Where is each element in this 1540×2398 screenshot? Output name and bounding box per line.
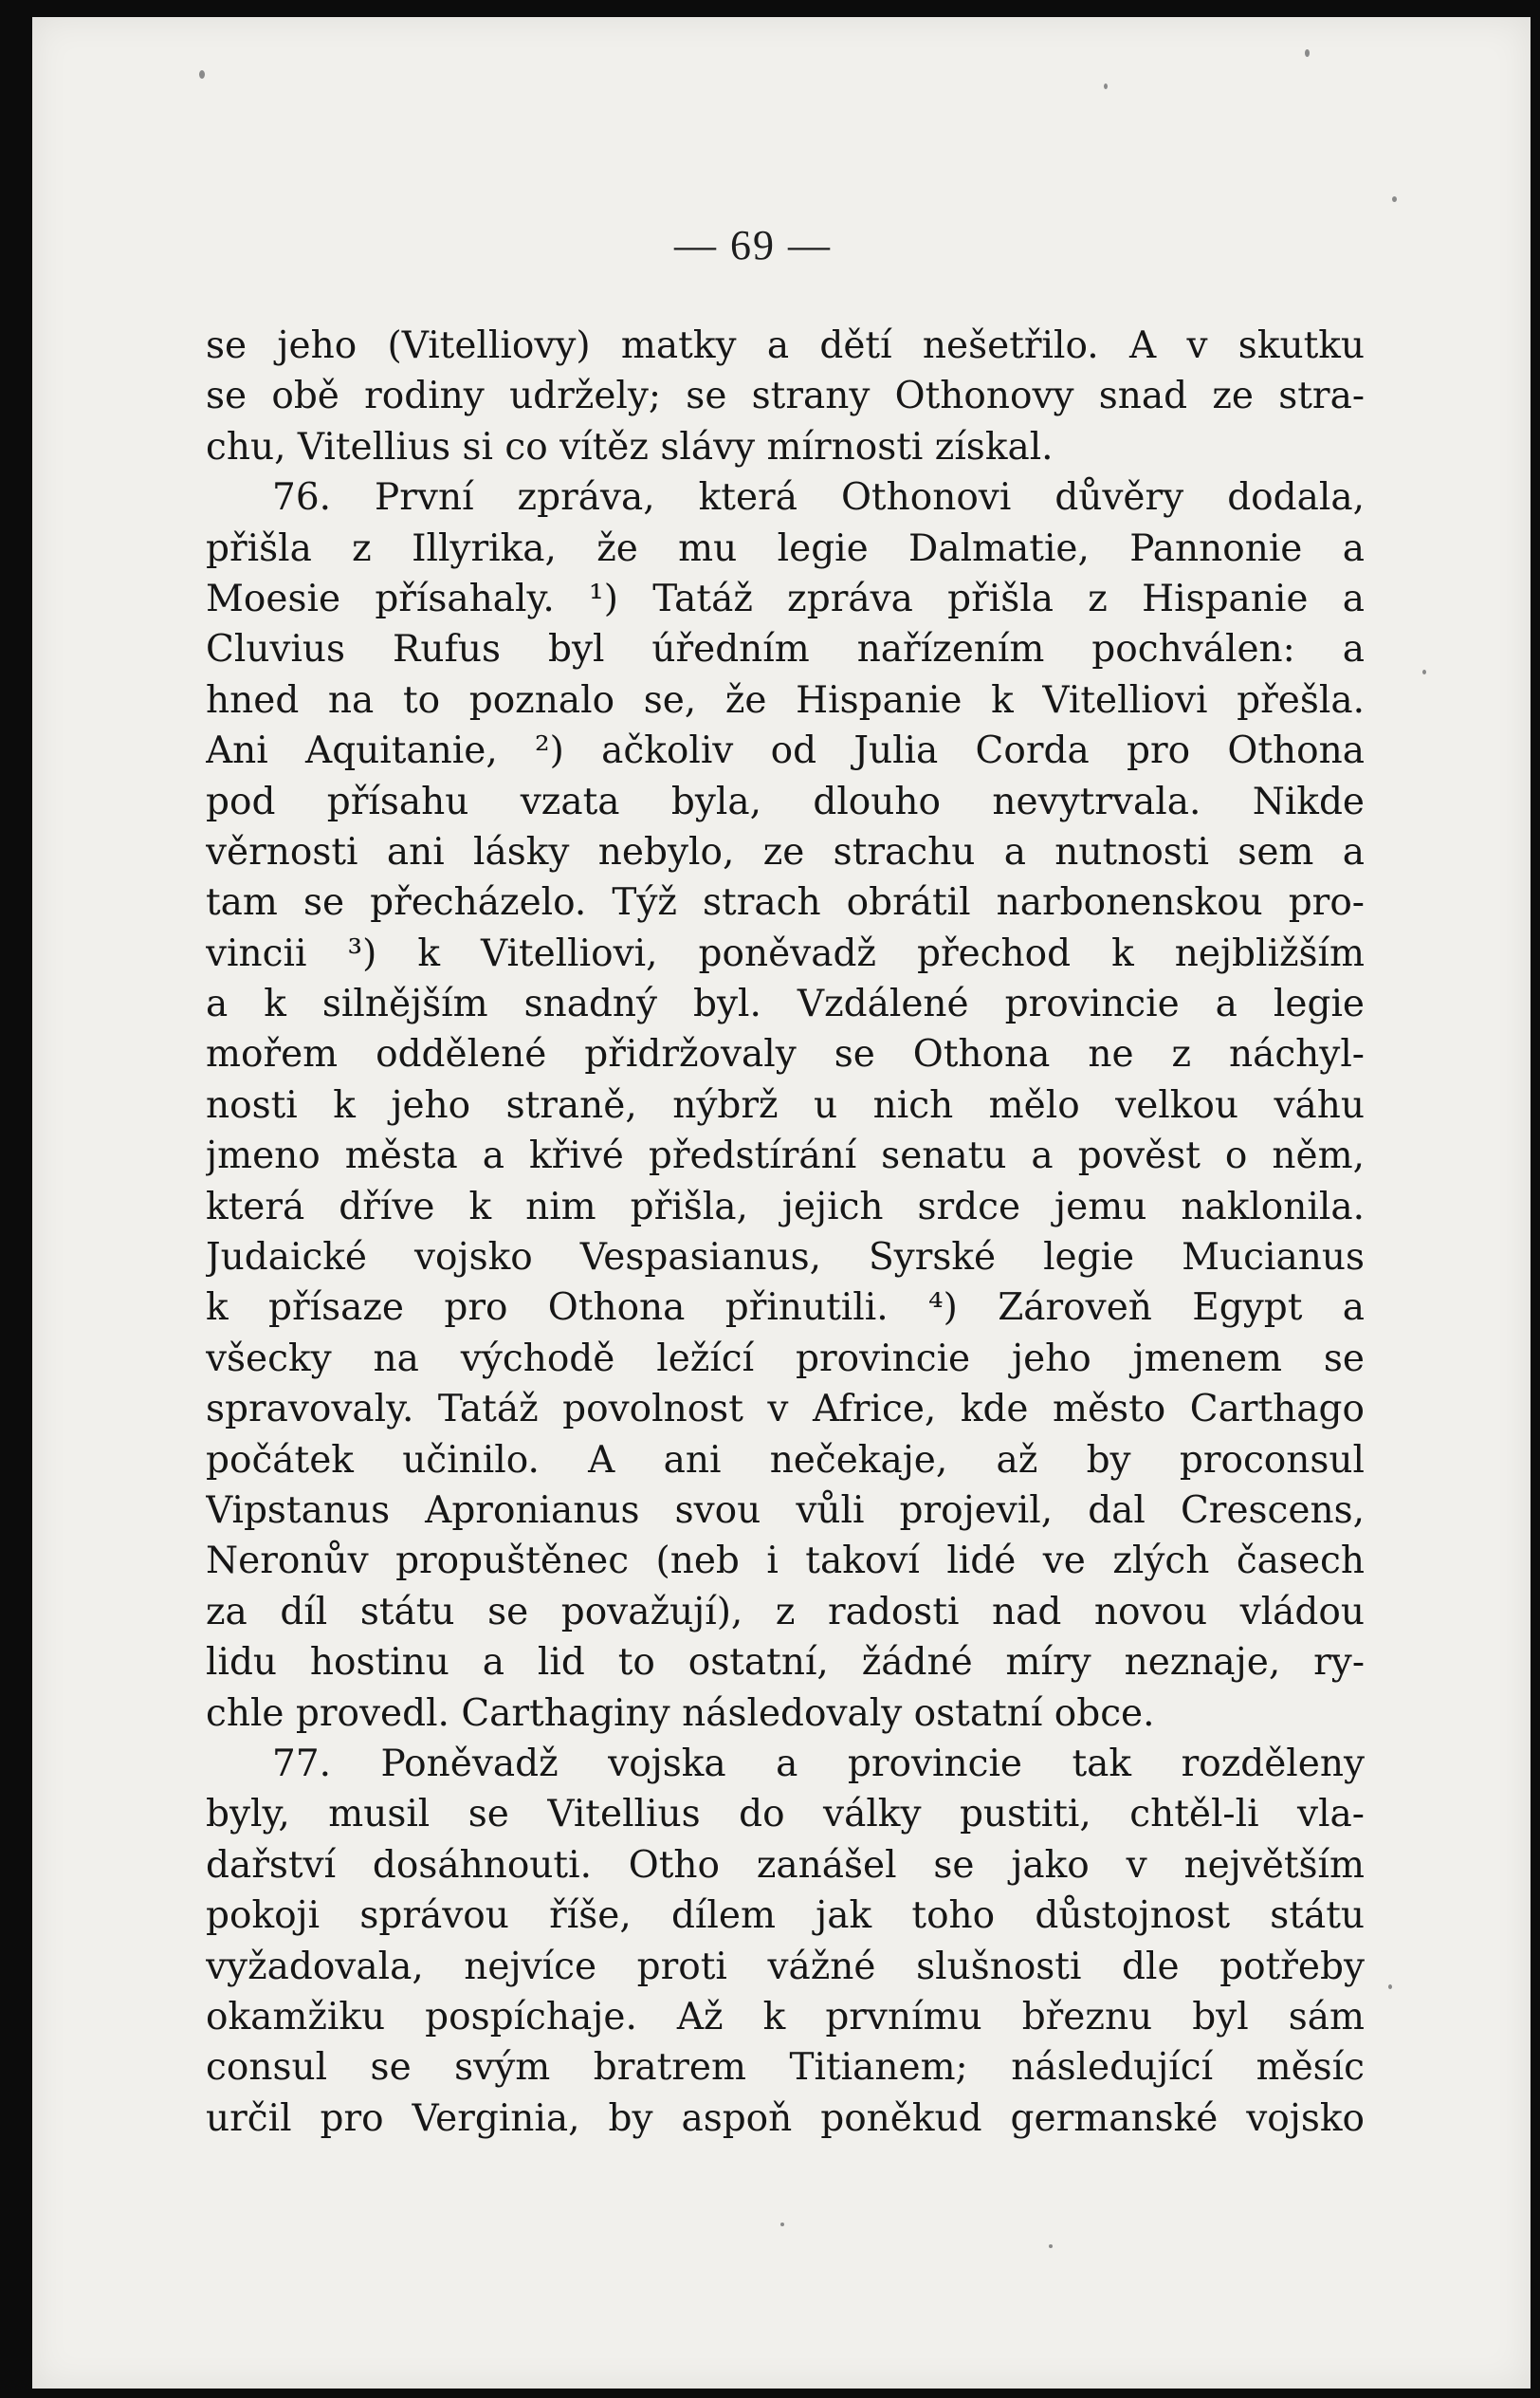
scan-speck <box>1392 196 1397 202</box>
body-text <box>206 321 1365 2144</box>
text-line: Neronův propuštěnec (neb i takoví lidé ve zlých časech <box>206 1540 1365 1583</box>
text-line: dařství dosáhnouti. Otho zanášel se jako v největším <box>206 1843 1365 1887</box>
text-line: vyžadovala, nejvíce proti vážné slušnosti dle potřeby <box>206 1945 1365 1988</box>
book-page <box>32 17 1531 2389</box>
text-line: mořem oddělené přidržovaly se Othona ne z náchyl- <box>206 1033 1365 1077</box>
text-line: Ani Aquitanie, ²) ačkoliv od Julia Corda pro Othona <box>206 729 1365 773</box>
text-line: chu, Vitellius si co vítěz slávy mírnosti získal. <box>206 425 1054 469</box>
text-line: se jeho (Vitelliovy) matky a dětí nešetřilo. A v skutku <box>206 324 1365 367</box>
page-number: — 69 — <box>674 222 832 268</box>
text-line: tam se přecházelo. Týž strach obrátil narbonenskou pro- <box>206 881 1365 925</box>
text-line: nosti k jeho straně, nýbrž u nich mělo velkou váhu <box>206 1083 1365 1127</box>
text-line: 76. První zpráva, která Othonovi důvěry dodala, <box>272 476 1365 520</box>
text-line: okamžiku pospíchaje. Až k prvnímu březnu byl sám <box>206 1995 1365 2038</box>
scan-speck <box>1104 83 1108 89</box>
text-line: lidu hostinu a lid to ostatní, žádné míry neznaje, ry- <box>206 1641 1365 1685</box>
text-line: Judaické vojsko Vespasianus, Syrské legie Mucianus <box>206 1236 1365 1280</box>
text-line: vincii ³) k Vitelliovi, poněvadž přechod k nejbližším <box>206 932 1365 975</box>
text-line: pokoji správou říše, dílem jak toho důstojnost státu <box>206 1894 1365 1938</box>
text-line: věrnosti ani lásky nebylo, ze strachu a nutnosti sem a <box>206 830 1365 874</box>
text-line: přišla z Illyrika, že mu legie Dalmatie, Pannonie a <box>206 526 1365 570</box>
text-line: pod přísahu vzata byla, dlouho nevytrvala. Nikde <box>206 780 1365 823</box>
text-line: 77. Poněvadž vojska a provincie tak rozděleny <box>272 1742 1365 1785</box>
text-line: určil pro Verginia, by aspoň poněkud germanské vojsko <box>206 2096 1365 2140</box>
text-line: chle provedl. Carthaginy následovaly ostatní obce. <box>206 1691 1155 1735</box>
scan-speck <box>1305 49 1310 57</box>
text-line: spravovaly. Tatáž povolnost v Africe, kde město Carthago <box>206 1388 1365 1431</box>
text-line: jmeno města a křivé předstírání senatu a pověst o něm, <box>206 1134 1365 1178</box>
text-line: všecky na východě ležící provincie jeho jmenem se <box>206 1337 1365 1380</box>
text-line: Moesie přísahaly. ¹) Tatáž zpráva přišla z Hispanie a <box>206 577 1365 620</box>
scan-speck <box>1388 1984 1392 1989</box>
scan-speck <box>1422 670 1426 674</box>
text-line: která dříve k nim přišla, jejich srdce jemu naklonila. <box>206 1185 1365 1228</box>
text-line: a k silnějším snadný byl. Vzdálené provincie a legie <box>206 983 1365 1026</box>
text-line: k přísaze pro Othona přinutili. ⁴) Zároveň Egypt a <box>206 1286 1365 1330</box>
text-line: se obě rodiny udržely; se strany Othonovy snad ze stra- <box>206 375 1365 418</box>
scan-speck <box>780 2223 784 2226</box>
text-line: hned na to poznalo se, že Hispanie k Vitelliovi přešla. <box>206 678 1365 722</box>
text-line: Vipstanus Apronianus svou vůli projevil, dal Crescens, <box>206 1488 1365 1532</box>
text-line: počátek učinilo. A ani nečekaje, až by proconsul <box>206 1438 1365 1482</box>
scan-speck <box>199 70 205 79</box>
scan-speck <box>1049 2244 1053 2248</box>
text-line: Cluvius Rufus byl úředním nařízením pochválen: a <box>206 628 1365 672</box>
text-line: za díl státu se považují), z radosti nad novou vládou <box>206 1590 1365 1633</box>
text-line: byly, musil se Vitellius do války pustiti, chtěl-li vla- <box>206 1793 1365 1836</box>
text-line: consul se svým bratrem Titianem; následující měsíc <box>206 2046 1365 2090</box>
